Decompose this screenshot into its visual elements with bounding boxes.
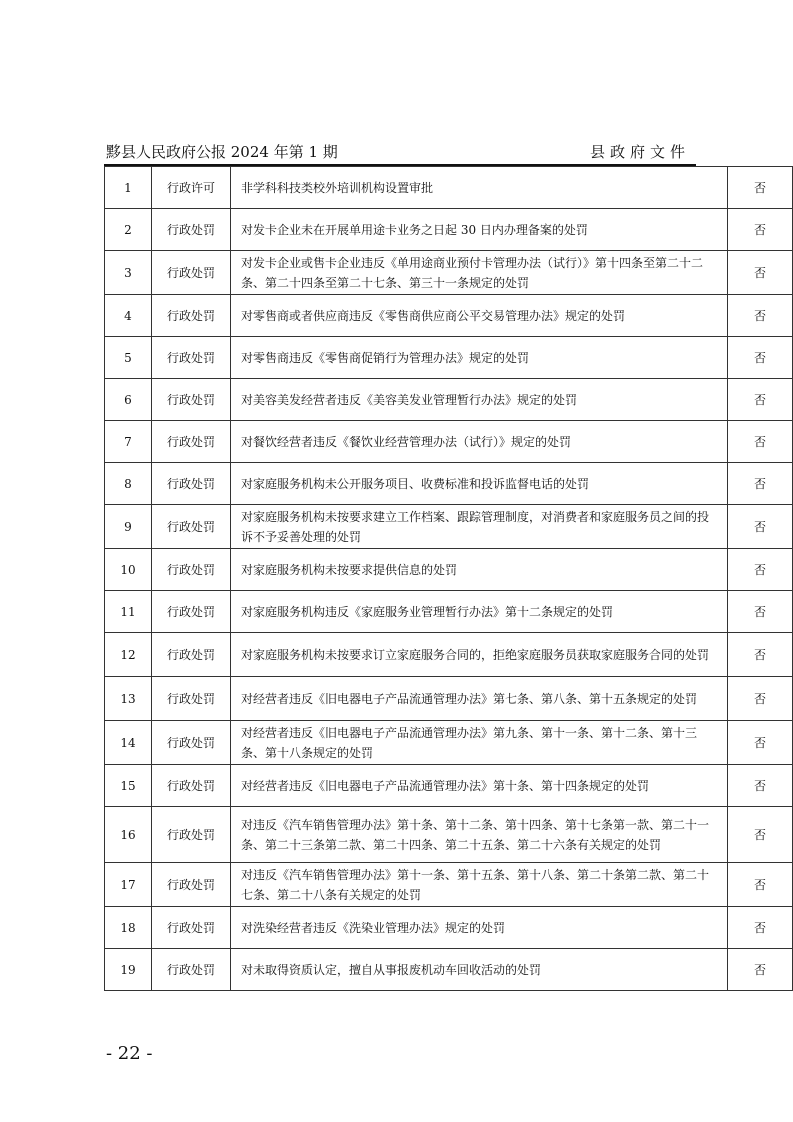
page-number: - 22 - xyxy=(106,1043,153,1064)
row-number: 19 xyxy=(105,949,152,991)
power-items-table xyxy=(104,166,793,991)
row-number: 14 xyxy=(105,721,152,765)
row-number: 1 xyxy=(105,167,152,209)
item-type: 行政处罚 xyxy=(152,251,231,295)
item-name: 对洗染经营者违反《洗染业管理办法》规定的处罚 xyxy=(231,907,728,949)
section-title: 县政府文件 xyxy=(589,143,690,161)
item-flag: 否 xyxy=(728,251,793,295)
item-type: 行政处罚 xyxy=(152,721,231,765)
row-number: 15 xyxy=(105,765,152,807)
table-row xyxy=(105,633,793,677)
item-type: 行政许可 xyxy=(152,167,231,209)
item-flag: 否 xyxy=(728,421,793,463)
item-name: 对经营者违反《旧电器电子产品流通管理办法》第十条、第十四条规定的处罚 xyxy=(231,765,728,807)
item-flag: 否 xyxy=(728,505,793,549)
item-name: 对美容美发经营者违反《美容美发业管理暂行办法》规定的处罚 xyxy=(231,379,728,421)
table-row xyxy=(105,721,793,765)
row-number: 9 xyxy=(105,505,152,549)
item-name: 对零售商违反《零售商促销行为管理办法》规定的处罚 xyxy=(231,337,728,379)
row-number: 13 xyxy=(105,677,152,721)
table-row xyxy=(105,505,793,549)
row-number: 18 xyxy=(105,907,152,949)
row-number: 6 xyxy=(105,379,152,421)
item-name: 对餐饮经营者违反《餐饮业经营管理办法（试行）》规定的处罚 xyxy=(231,421,728,463)
table-row xyxy=(105,907,793,949)
row-number: 11 xyxy=(105,591,152,633)
table-row xyxy=(105,677,793,721)
table-row xyxy=(105,463,793,505)
item-type: 行政处罚 xyxy=(152,907,231,949)
table-row xyxy=(105,209,793,251)
item-name: 对发卡企业未在开展单用途卡业务之日起 30 日内办理备案的处罚 xyxy=(231,209,728,251)
item-flag: 否 xyxy=(728,549,793,591)
table-row xyxy=(105,949,793,991)
item-type: 行政处罚 xyxy=(152,505,231,549)
item-type: 行政处罚 xyxy=(152,463,231,505)
row-number: 8 xyxy=(105,463,152,505)
table-row xyxy=(105,167,793,209)
item-flag: 否 xyxy=(728,379,793,421)
item-type: 行政处罚 xyxy=(152,863,231,907)
table-row xyxy=(105,765,793,807)
item-name: 对零售商或者供应商违反《零售商供应商公平交易管理办法》规定的处罚 xyxy=(231,295,728,337)
item-flag: 否 xyxy=(728,765,793,807)
row-number: 4 xyxy=(105,295,152,337)
item-type: 行政处罚 xyxy=(152,807,231,863)
item-type: 行政处罚 xyxy=(152,765,231,807)
item-name: 对经营者违反《旧电器电子产品流通管理办法》第九条、第十一条、第十二条、第十三条、第十八条规定的处罚 xyxy=(231,721,728,765)
item-name: 对未取得资质认定，擅自从事报废机动车回收活动的处罚 xyxy=(231,949,728,991)
item-flag: 否 xyxy=(728,677,793,721)
table-row xyxy=(105,421,793,463)
table-row xyxy=(105,549,793,591)
item-name: 对家庭服务机构未公开服务项目、收费标准和投诉监督电话的处罚 xyxy=(231,463,728,505)
running-header xyxy=(106,140,694,164)
item-flag: 否 xyxy=(728,463,793,505)
item-type: 行政处罚 xyxy=(152,949,231,991)
row-number: 16 xyxy=(105,807,152,863)
table-row xyxy=(105,295,793,337)
table-row xyxy=(105,863,793,907)
row-number: 5 xyxy=(105,337,152,379)
table-row xyxy=(105,591,793,633)
item-name: 对家庭服务机构未按要求订立家庭服务合同的，拒绝家庭服务员获取家庭服务合同的处罚 xyxy=(231,633,728,677)
item-flag: 否 xyxy=(728,949,793,991)
row-number: 12 xyxy=(105,633,152,677)
bulletin-title: 黟县人民政府公报 2024 年第 1 期 xyxy=(106,143,338,161)
row-number: 2 xyxy=(105,209,152,251)
item-name: 对家庭服务机构违反《家庭服务业管理暂行办法》第十二条规定的处罚 xyxy=(231,591,728,633)
item-name: 对经营者违反《旧电器电子产品流通管理办法》第七条、第八条、第十五条规定的处罚 xyxy=(231,677,728,721)
item-flag: 否 xyxy=(728,721,793,765)
item-flag: 否 xyxy=(728,337,793,379)
item-type: 行政处罚 xyxy=(152,549,231,591)
item-type: 行政处罚 xyxy=(152,677,231,721)
item-name: 对家庭服务机构未按要求建立工作档案、跟踪管理制度，对消费者和家庭服务员之间的投诉不予妥善处理的处罚 xyxy=(231,505,728,549)
table-row xyxy=(105,337,793,379)
item-flag: 否 xyxy=(728,591,793,633)
table-row xyxy=(105,807,793,863)
item-flag: 否 xyxy=(728,863,793,907)
row-number: 3 xyxy=(105,251,152,295)
item-type: 行政处罚 xyxy=(152,295,231,337)
row-number: 17 xyxy=(105,863,152,907)
item-flag: 否 xyxy=(728,907,793,949)
table-row xyxy=(105,379,793,421)
item-flag: 否 xyxy=(728,167,793,209)
item-name: 对违反《汽车销售管理办法》第十条、第十二条、第十四条、第十七条第一款、第二十一条、第二十三条第二款、第二十四条、第二十五条、第二十六条有关规定的处罚 xyxy=(231,807,728,863)
item-type: 行政处罚 xyxy=(152,337,231,379)
table-row xyxy=(105,251,793,295)
item-flag: 否 xyxy=(728,807,793,863)
item-name: 对家庭服务机构未按要求提供信息的处罚 xyxy=(231,549,728,591)
item-name: 对违反《汽车销售管理办法》第十一条、第十五条、第十八条、第二十条第二款、第二十七条、第二十八条有关规定的处罚 xyxy=(231,863,728,907)
item-flag: 否 xyxy=(728,209,793,251)
item-flag: 否 xyxy=(728,295,793,337)
item-name: 非学科科技类校外培训机构设置审批 xyxy=(231,167,728,209)
row-number: 10 xyxy=(105,549,152,591)
row-number: 7 xyxy=(105,421,152,463)
item-flag: 否 xyxy=(728,633,793,677)
item-type: 行政处罚 xyxy=(152,421,231,463)
item-type: 行政处罚 xyxy=(152,209,231,251)
item-type: 行政处罚 xyxy=(152,591,231,633)
item-type: 行政处罚 xyxy=(152,633,231,677)
item-type: 行政处罚 xyxy=(152,379,231,421)
item-name: 对发卡企业或售卡企业违反《单用途商业预付卡管理办法（试行）》第十四条至第二十二条、第二十四条至第二十七条、第三十一条规定的处罚 xyxy=(231,251,728,295)
